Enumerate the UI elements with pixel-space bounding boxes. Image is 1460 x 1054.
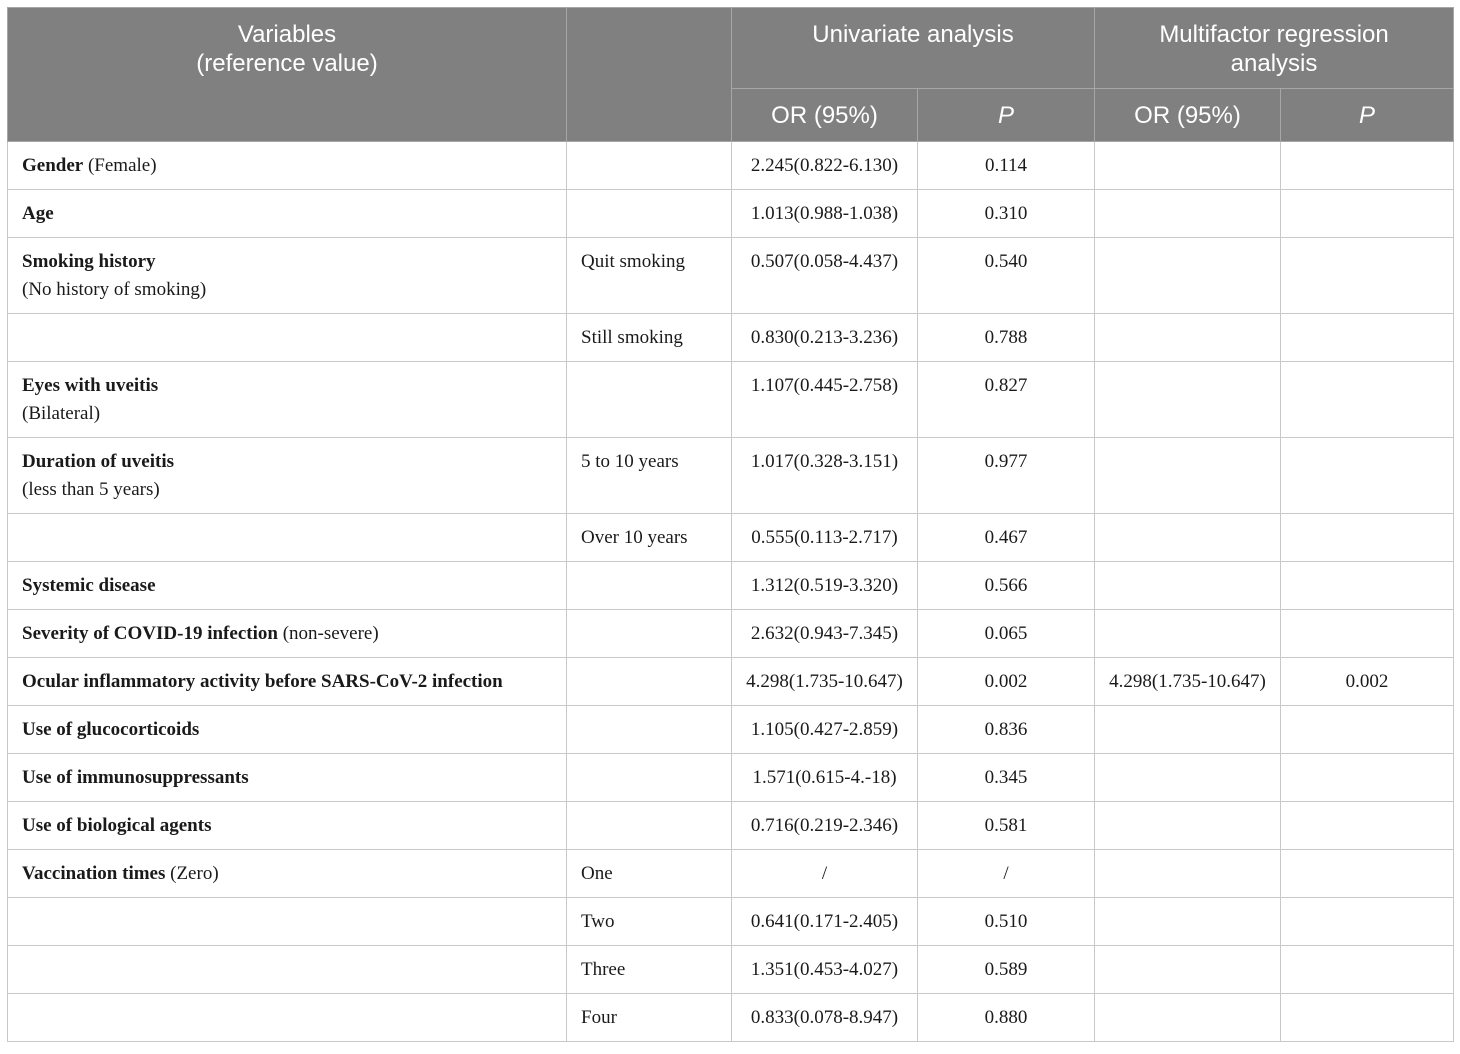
univariate-or-cell: 0.830(0.213-3.236) [732,314,918,362]
subgroup-cell [567,754,732,802]
multifactor-p-cell [1281,238,1454,314]
multifactor-p-cell [1281,438,1454,514]
reference-value: (Bilateral) [22,403,101,424]
table-row [8,190,1454,238]
multifactor-p-cell: 0.002 [1281,658,1454,706]
multifactor-p-cell [1281,946,1454,994]
univariate-header: Univariate analysis [732,8,1095,89]
table-body [8,142,1454,1042]
multifactor-p-cell [1281,754,1454,802]
multifactor-p-cell [1281,362,1454,438]
table-row [8,658,1454,706]
subgroup-cell: Four [567,994,732,1042]
variable-cell [8,314,567,362]
table-row [8,850,1454,898]
multifactor-or-cell: 4.298(1.735-10.647) [1095,658,1281,706]
multifactor-or-cell [1095,850,1281,898]
multifactor-or-cell [1095,514,1281,562]
multifactor-p-cell [1281,562,1454,610]
variable-cell [8,610,567,658]
variable-cell [8,190,567,238]
variable-cell [8,946,567,994]
variable-cell [8,802,567,850]
variable-cell [8,706,567,754]
univariate-p-cell: 0.836 [918,706,1095,754]
univariate-p-cell: 0.345 [918,754,1095,802]
table-row [8,994,1454,1042]
table-header [8,8,1454,142]
table-row [8,438,1454,514]
variable-cell [8,898,567,946]
subgroup-cell: Quit smoking [567,238,732,314]
variables-header: Variables (reference value) [8,8,567,142]
variable-name: Gender [22,155,84,176]
multifactor-or-cell [1095,362,1281,438]
variable-name: Vaccination times [22,863,166,884]
variable-cell [8,658,567,706]
table-row [8,562,1454,610]
univariate-or-cell: 4.298(1.735-10.647) [732,658,918,706]
multifactor-or-cell [1095,994,1281,1042]
table-row [8,142,1454,190]
univariate-or-header: OR (95%) [732,89,918,142]
univariate-or-cell: 0.555(0.113-2.717) [732,514,918,562]
variable-name: Systemic disease [22,575,156,596]
univariate-p-header: P [918,89,1095,142]
table-row [8,946,1454,994]
multifactor-or-cell [1095,314,1281,362]
univariate-or-cell: 0.507(0.058-4.437) [732,238,918,314]
table-row [8,514,1454,562]
univariate-p-cell: 0.540 [918,238,1095,314]
multifactor-or-cell [1095,438,1281,514]
multifactor-p-cell [1281,314,1454,362]
univariate-or-cell: 1.105(0.427-2.859) [732,706,918,754]
reference-value: (Female) [87,155,157,176]
variable-name: Severity of COVID-19 infection [22,623,278,644]
subgroup-header [567,8,732,142]
subgroup-cell [567,142,732,190]
subgroup-cell [567,802,732,850]
subgroup-cell [567,706,732,754]
variable-name: Eyes with uveitis [22,375,159,396]
multifactor-or-cell [1095,802,1281,850]
univariate-or-cell: 1.571(0.615-4.-18) [732,754,918,802]
univariate-p-cell: 0.002 [918,658,1095,706]
variable-name: Use of biological agents [22,815,212,836]
univariate-or-cell: 1.351(0.453-4.027) [732,946,918,994]
univariate-or-cell: 2.245(0.822-6.130) [732,142,918,190]
multifactor-p-cell [1281,850,1454,898]
variable-cell [8,438,567,514]
variable-cell [8,850,567,898]
subgroup-cell [567,658,732,706]
subgroup-cell: One [567,850,732,898]
reference-value: (Zero) [170,863,219,884]
univariate-p-cell: 0.310 [918,190,1095,238]
multifactor-or-cell [1095,706,1281,754]
table-row [8,610,1454,658]
multifactor-or-cell [1095,946,1281,994]
univariate-p-cell: 0.788 [918,314,1095,362]
variable-name: Age [22,203,54,224]
multifactor-header: Multifactor regression analysis [1095,8,1454,89]
univariate-p-cell: 0.880 [918,994,1095,1042]
multifactor-or-cell [1095,142,1281,190]
univariate-p-cell: 0.827 [918,362,1095,438]
multifactor-or-cell [1095,238,1281,314]
reference-value: (No history of smoking) [22,279,207,300]
subgroup-cell: 5 to 10 years [567,438,732,514]
multifactor-or-cell [1095,610,1281,658]
multifactor-p-header: P [1281,89,1454,142]
univariate-or-cell: 1.312(0.519-3.320) [732,562,918,610]
table-row [8,754,1454,802]
subgroup-cell: Over 10 years [567,514,732,562]
table-row [8,706,1454,754]
univariate-p-cell: 0.114 [918,142,1095,190]
univariate-or-cell: 0.833(0.078-8.947) [732,994,918,1042]
multifactor-or-cell [1095,562,1281,610]
multifactor-p-cell [1281,190,1454,238]
variable-cell [8,362,567,438]
multifactor-p-cell [1281,802,1454,850]
multifactor-or-cell [1095,190,1281,238]
variable-cell [8,514,567,562]
table-row [8,314,1454,362]
variable-cell [8,754,567,802]
subgroup-cell: Three [567,946,732,994]
variable-cell [8,238,567,314]
univariate-or-cell: / [732,850,918,898]
univariate-p-cell: 0.566 [918,562,1095,610]
regression-table [7,7,1454,1042]
variable-cell [8,142,567,190]
univariate-p-cell: 0.589 [918,946,1095,994]
multifactor-p-cell [1281,706,1454,754]
multifactor-p-cell [1281,898,1454,946]
variable-name: Duration of uveitis [22,451,174,472]
multifactor-or-cell [1095,898,1281,946]
subgroup-cell [567,190,732,238]
univariate-or-cell: 1.017(0.328-3.151) [732,438,918,514]
univariate-or-cell: 1.013(0.988-1.038) [732,190,918,238]
subgroup-cell: Two [567,898,732,946]
reference-value: (non-severe) [282,623,379,644]
univariate-or-cell: 0.641(0.171-2.405) [732,898,918,946]
variable-name: Smoking history [22,251,156,272]
subgroup-cell [567,362,732,438]
univariate-p-cell: 0.977 [918,438,1095,514]
table-row [8,802,1454,850]
multifactor-p-cell [1281,514,1454,562]
variable-cell [8,994,567,1042]
multifactor-or-header: OR (95%) [1095,89,1281,142]
variable-name: Use of glucocorticoids [22,719,200,740]
subgroup-cell [567,562,732,610]
multifactor-p-cell [1281,142,1454,190]
subgroup-cell: Still smoking [567,314,732,362]
univariate-p-cell: 0.510 [918,898,1095,946]
table-row [8,362,1454,438]
variable-name: Ocular inflammatory activity before SARS-CoV-2 infection [22,671,503,692]
univariate-or-cell: 0.716(0.219-2.346) [732,802,918,850]
univariate-p-cell: / [918,850,1095,898]
reference-value: (less than 5 years) [22,479,160,500]
univariate-p-cell: 0.065 [918,610,1095,658]
univariate-or-cell: 1.107(0.445-2.758) [732,362,918,438]
variable-name: Use of immunosuppressants [22,767,249,788]
subgroup-cell [567,610,732,658]
table-row [8,238,1454,314]
multifactor-p-cell [1281,610,1454,658]
variable-cell [8,562,567,610]
multifactor-or-cell [1095,754,1281,802]
multifactor-p-cell [1281,994,1454,1042]
univariate-p-cell: 0.581 [918,802,1095,850]
univariate-or-cell: 2.632(0.943-7.345) [732,610,918,658]
univariate-p-cell: 0.467 [918,514,1095,562]
table-row [8,898,1454,946]
